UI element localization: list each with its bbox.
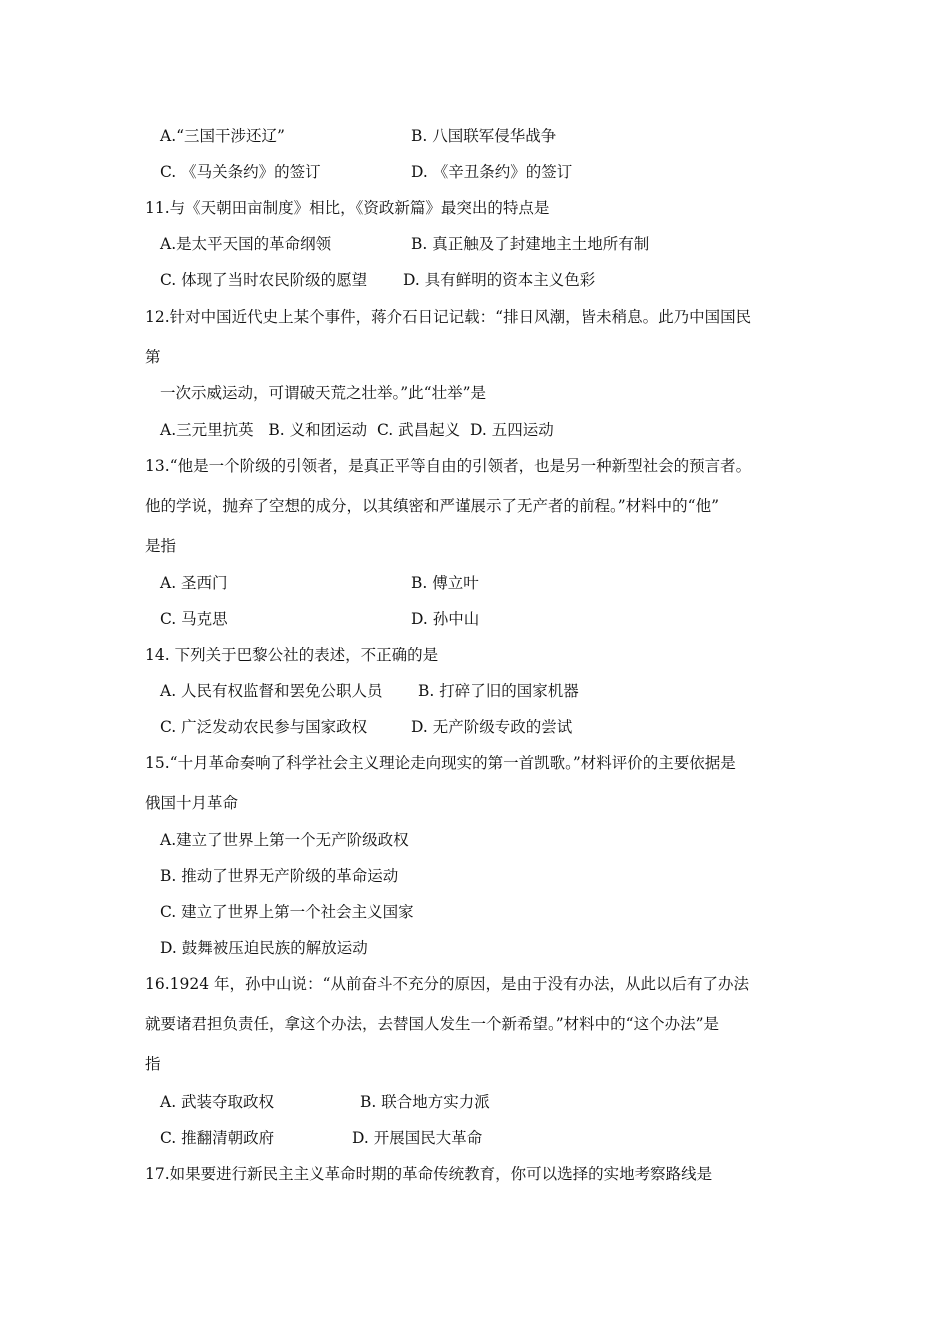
q11-option-c: C. 体现了当时农民阶级的愿望 (160, 271, 368, 289)
q12-options: A.三元里抗英 B. 义和团运动 C. 武昌起义 D. 五四运动 (160, 421, 554, 439)
q17-stem: 17.如果要进行新民主主义革命时期的革命传统教育，你可以选择的实地考察路线是 (145, 1165, 713, 1183)
q16-option-b: B. 联合地方实力派 (360, 1093, 490, 1111)
q14-option-b: B. 打碎了旧的国家机器 (418, 682, 579, 700)
q14-option-c: C. 广泛发动农民参与国家政权 (160, 718, 368, 736)
q10-option-d: D. 《辛丑条约》的签订 (411, 163, 573, 181)
q11-option-a: A.是太平天国的革命纲领 (160, 235, 332, 253)
q11-option-b: B. 真正触及了封建地主土地所有制 (411, 235, 650, 253)
q15-stem-line-2: 俄国十月革命 (145, 794, 239, 812)
q12-stem-line-2: 第 (145, 348, 161, 366)
q11-option-d: D. 具有鲜明的资本主义色彩 (403, 271, 596, 289)
q13-option-a: A. 圣西门 (160, 574, 228, 592)
q13-stem-line-1: 13.“他是一个阶级的引领者，是真正平等自由的引领者，也是另一种新型社会的预言者。 (145, 457, 752, 475)
q16-option-c: C. 推翻清朝政府 (160, 1129, 275, 1147)
q16-option-d: D. 开展国民大革命 (352, 1129, 483, 1147)
q14-stem: 14. 下列关于巴黎公社的表述，不正确的是 (145, 646, 439, 664)
q16-stem-line-3: 指 (145, 1055, 161, 1073)
q15-option-a: A.建立了世界上第一个无产阶级政权 (160, 831, 409, 849)
q12-stem-line-3: 一次示威运动，可谓破天荒之壮举。”此“壮举”是 (160, 384, 487, 402)
q11-stem: 11.与《天朝田亩制度》相比，《资政新篇》最突出的特点是 (145, 199, 550, 217)
q10-option-c: C. 《马关条约》的签订 (160, 163, 321, 181)
q14-option-d: D. 无产阶级专政的尝试 (411, 718, 573, 736)
q16-stem-line-2: 就要诸君担负责任，拿这个办法，去替国人发生一个新希望。”材料中的“这个办法”是 (145, 1015, 720, 1033)
q10-option-a: A.“三国干涉还辽” (160, 127, 285, 145)
q15-stem-line-1: 15.“十月革命奏响了科学社会主义理论走向现实的第一首凯歌。”材料评价的主要依据是 (145, 754, 736, 772)
q13-option-d: D. 孙中山 (411, 610, 480, 628)
q14-option-a: A. 人民有权监督和罢免公职人员 (160, 682, 383, 700)
q10-option-b: B. 八国联军侵华战争 (411, 127, 557, 145)
q16-option-a: A. 武装夺取政权 (160, 1093, 275, 1111)
q13-stem-line-3: 是指 (145, 537, 177, 555)
q13-option-c: C. 马克思 (160, 610, 228, 628)
q13-stem-line-2: 他的学说，抛弃了空想的成分，以其缜密和严谨展示了无产者的前程。”材料中的“他” (145, 497, 720, 515)
q15-option-b: B. 推动了世界无产阶级的革命运动 (160, 867, 399, 885)
q13-option-b: B. 傅立叶 (411, 574, 479, 592)
q15-option-d: D. 鼓舞被压迫民族的解放运动 (160, 939, 368, 957)
q16-stem-line-1: 16.1924 年，孙中山说：“从前奋斗不充分的原因，是由于没有办法，从此以后有了办法 (145, 975, 749, 993)
q12-stem-line-1: 12.针对中国近代史上某个事件，蒋介石日记记载：“排日风潮，皆未稍息。此乃中国国民 (145, 308, 752, 326)
q15-option-c: C. 建立了世界上第一个社会主义国家 (160, 903, 414, 921)
